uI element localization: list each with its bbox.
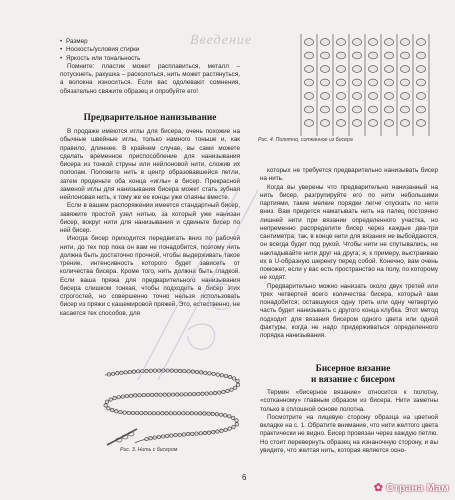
right-column [260, 167, 438, 340]
bead [228, 375, 231, 378]
bead [173, 412, 176, 415]
bead [165, 412, 168, 415]
bead [304, 39, 313, 46]
bead [304, 79, 313, 86]
bead [224, 374, 227, 377]
bead [186, 412, 189, 415]
bead [400, 93, 409, 100]
bead [400, 39, 409, 46]
bead [191, 370, 194, 373]
bead [203, 412, 206, 415]
bead [336, 79, 345, 86]
bead [218, 391, 221, 394]
bead [177, 412, 180, 415]
bead [170, 434, 173, 437]
bead [153, 369, 156, 372]
bead [204, 371, 207, 374]
figure-4-caption: Рис. 4. Полотно, сотканное из бисера [258, 137, 353, 143]
bead [197, 392, 200, 395]
bead [222, 390, 225, 393]
bead [384, 120, 393, 127]
bead [170, 369, 173, 372]
bead [107, 373, 110, 376]
bead [174, 433, 177, 436]
bead [232, 425, 235, 428]
bead [224, 414, 227, 417]
bead [236, 379, 239, 382]
bead [140, 411, 143, 414]
section-heading-prelim: Предварительное нанизывание [83, 113, 217, 123]
bead [107, 407, 110, 410]
paragraph: Если в вашем распоряжении имеется стандартный бисер, завяжите простой узел нитью, за который уже нанизан бисер, вокруг нити для нанизывания и сдвиньте бисер по ней бисер. [60, 202, 240, 234]
bead [182, 412, 185, 415]
bead [336, 106, 345, 113]
bead [186, 432, 189, 435]
page-number: 6 [242, 473, 247, 482]
bead [178, 433, 181, 436]
heading-line: Бисерное вязание [315, 364, 391, 374]
bead [183, 369, 186, 372]
bead [141, 369, 144, 372]
bead [336, 120, 345, 127]
bead [194, 412, 197, 415]
bead [212, 430, 215, 433]
bullet-list [60, 38, 240, 63]
bead [209, 392, 212, 395]
bead [161, 412, 164, 415]
bead [205, 392, 208, 395]
bead [211, 412, 214, 415]
bead [235, 419, 238, 422]
bead [320, 39, 329, 46]
bead [157, 435, 160, 438]
bullet-item: • Яркость или тональность [60, 55, 240, 63]
bead [116, 372, 119, 375]
bead [220, 374, 223, 377]
bead [368, 52, 377, 59]
bead [150, 393, 153, 396]
bead [384, 66, 393, 73]
bead [153, 436, 156, 439]
bead [336, 93, 345, 100]
bead [352, 120, 361, 127]
bead [182, 433, 185, 436]
bead [120, 371, 123, 374]
bead [195, 432, 198, 435]
bead [219, 413, 222, 416]
bead [384, 52, 393, 59]
left-column-body [60, 128, 240, 318]
bead [320, 106, 329, 113]
bead [199, 371, 202, 374]
bead [109, 398, 112, 401]
figure-beaded-thread [95, 365, 245, 447]
bead [111, 372, 114, 375]
bead [304, 66, 313, 73]
bead [124, 371, 127, 374]
logo-icon: ✿ [373, 482, 384, 494]
bead [121, 395, 124, 398]
bead [201, 392, 204, 395]
section-heading-beaded [308, 364, 398, 386]
bead [188, 393, 191, 396]
bead [171, 393, 174, 396]
bead [368, 66, 377, 73]
bead [213, 391, 216, 394]
bead [416, 39, 425, 46]
bead [155, 393, 158, 396]
bead [400, 52, 409, 59]
figure-3-caption: Рис. 3. Нить с бисером [120, 447, 178, 453]
bead [416, 106, 425, 113]
bead [336, 66, 345, 73]
bead [212, 372, 215, 375]
bead [232, 377, 235, 380]
bead [105, 400, 108, 403]
bead [113, 396, 116, 399]
bead [138, 394, 141, 397]
bead [149, 437, 152, 440]
bead [304, 120, 313, 127]
bead [235, 423, 238, 426]
bead [384, 39, 393, 46]
bead [336, 52, 345, 59]
bead [400, 106, 409, 113]
bead [136, 370, 139, 373]
paragraph: Когда вы уверены что предварительно нанизанный на нить бисер, разгрупируйте его по нити небольшими партиями, такие мелкие порядки легче спускать по нити вниз. Вам придется наматывать нить на палец постоянно лишней нити при вязании определенного участка, но непременно распределите бисер через каждые два-три сантиметра; так, в конце нити для вязания не выбойдаются, он всегда будет под рукой. Чтобы нити не спутывались, не накладывайте нити друг на друга; я, к примеру, выстраиваю их в U-образную шеренгу перед собой. Конечно, вам очень поможет, если у вас есть пространство на полу, по которому не ходят. [260, 183, 438, 282]
bead [149, 369, 152, 372]
bead [135, 411, 138, 414]
bead [352, 93, 361, 100]
bead [400, 120, 409, 127]
bead [132, 370, 135, 373]
bead [145, 369, 148, 372]
bead [228, 415, 231, 418]
bead [198, 412, 201, 415]
bead [178, 369, 181, 372]
bead [220, 429, 223, 432]
bead [131, 411, 134, 414]
bead [416, 120, 425, 127]
bead [320, 52, 329, 59]
bead [352, 79, 361, 86]
bead [166, 369, 169, 372]
paragraph: Термин «бисерное вязание» относится к полотну, «сотканному» главным образом из бисера. Нити заметны только в сплошной основе полотна. [260, 389, 438, 413]
bead [352, 106, 361, 113]
bead [128, 370, 131, 373]
paragraph: Посмотрите на лицевую сторону образца на цветной вкладке на с. 1. Обратите внимание, что нити желтого цвета практически не видно. Бисер провязан через каждую петлю. Но стоит перевернуть образец на изнаночную сторону, и вы увидите, что желтая нить, которая является осно- [260, 413, 438, 454]
bead [176, 393, 179, 396]
bead [169, 412, 172, 415]
paragraph: В продаже имеются иглы для бисера, очень похожие на обычные швейные иглы, только намного тоньше и, как правило, длиннее. В крайнем случае, вы сами можете сделать временное приспособление для нанизывания бисера из тонкой струны или нейлоновой нити, сложив их пополам. Положите нить в центр образовавшейся петли, затем проденьте оба конца «иглы» в бисер. Прекрасной заменой иглы для нанизывания бисера может стать зубная нейлоновая нить, к тому же ее концы уже спаяны вместе. [60, 128, 240, 201]
bead [216, 373, 219, 376]
site-logo [374, 481, 449, 494]
bead [320, 120, 329, 127]
paragraph: Иногда бисер приходится передвигать вниз по рабочей нити, до тех пор пока он вам не понадобится, поэтому нить должна быть достаточно прочной, чтобы выдерживать такое трение, интенсивность которого будет зависеть от количества бисера. Кроме того, нить должна быть гладкой. Если ваша пряжа для предварительного нанизывания бисера слишком тонкая, чтобы подходить в бисер этих строгостей, но совершенно точно нельзя использовать бисер из пряжи с кашемировой пряжей. Это, естественно, не касается тех способов, для [60, 235, 240, 317]
bead [400, 66, 409, 73]
bead [162, 369, 165, 372]
bead [152, 412, 155, 415]
bead [161, 435, 164, 438]
bead [320, 79, 329, 86]
paragraph: Предварительно можно нанизать около двух третей или трех четвертей всего количества бисера, который вам понадобится; оставшуюся одну треть или одну четвертую часть будет нанизывать с другого конца клубка. Этот метод подходит для вязания бисером одного цвета или одной фактуры, когда не надо придерживаться определенного порядка нанизывания. [260, 282, 438, 339]
bead [192, 392, 195, 395]
bead [368, 106, 377, 113]
bead [384, 106, 393, 113]
bead [145, 437, 148, 440]
bead [127, 411, 130, 414]
bead [384, 79, 393, 86]
bead [368, 93, 377, 100]
bead [228, 427, 231, 430]
bead [216, 430, 219, 433]
bead [208, 372, 211, 375]
bead [119, 410, 122, 413]
bead [180, 393, 183, 396]
bead [142, 393, 145, 396]
intro-paragraph: Помните: пластик может расплавиться, металл – потускнеть, ракушка – расколоться, нить может растянуться, а волокна износиться. Если вас одолевают сомнения, обязательно свяжите образец и опробуйте его! [60, 62, 240, 95]
bead [304, 106, 313, 113]
bead [148, 412, 151, 415]
bleed-through-heading: Введение [190, 33, 253, 48]
bead [166, 434, 169, 437]
bead [352, 52, 361, 59]
bead [230, 388, 233, 391]
logo-text: Страна Мам [386, 483, 449, 494]
heading-line: и вязание с бисером [311, 375, 395, 385]
bead [191, 432, 194, 435]
bead [226, 389, 229, 392]
bead [224, 428, 227, 431]
bead [184, 393, 187, 396]
bead [304, 93, 313, 100]
bead [117, 396, 120, 399]
bead [236, 383, 239, 386]
bead [352, 39, 361, 46]
bead [199, 432, 202, 435]
bead [215, 413, 218, 416]
figure-beaded-fabric [295, 34, 445, 136]
bead [368, 39, 377, 46]
bead [195, 370, 198, 373]
bead [123, 411, 126, 414]
bead [320, 93, 329, 100]
left-column [60, 38, 240, 96]
bead [111, 408, 114, 411]
bead [144, 411, 147, 414]
bead [207, 412, 210, 415]
bead [304, 52, 313, 59]
bead [190, 412, 193, 415]
bead [174, 369, 177, 372]
bullet-item: • Носкость/условия стирки [60, 46, 240, 54]
bead [104, 404, 107, 407]
bead [207, 431, 210, 434]
right-column-body [260, 389, 438, 455]
bead [187, 370, 190, 373]
bead [203, 431, 206, 434]
bead [384, 93, 393, 100]
bead [352, 66, 361, 73]
bead [232, 416, 235, 419]
bullet-item: • Размер [60, 38, 240, 46]
bead [320, 66, 329, 73]
bead [129, 394, 132, 397]
bead [156, 412, 159, 415]
bead [115, 410, 118, 413]
bead [416, 52, 425, 59]
bead [125, 394, 128, 397]
bead [368, 120, 377, 127]
bead [416, 66, 425, 73]
bead [368, 79, 377, 86]
bead [134, 394, 137, 397]
bead [146, 393, 149, 396]
bead [157, 369, 160, 372]
bead [416, 79, 425, 86]
bead [336, 39, 345, 46]
bead [234, 386, 237, 389]
bead [416, 93, 425, 100]
bead [400, 79, 409, 86]
paragraph: которых не требуется предварительно нанизывать бисер на нить. [260, 167, 438, 183]
bead [159, 393, 162, 396]
bead [167, 393, 170, 396]
bead [163, 393, 166, 396]
